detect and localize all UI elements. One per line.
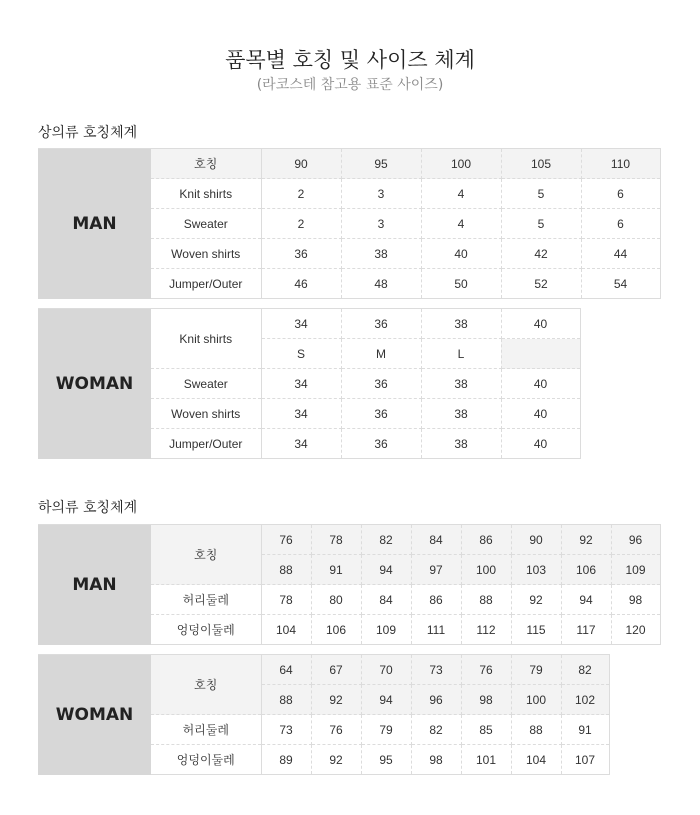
header-cell: 76	[461, 655, 511, 685]
table-cell: 88	[511, 715, 561, 745]
row-label: 엉덩이둘레	[151, 745, 261, 775]
group-label: MAN	[38, 525, 151, 645]
header-cell: 94	[361, 555, 411, 585]
header-cell: 105	[501, 149, 581, 179]
table-cell: 117	[561, 615, 611, 645]
table-cell: L	[421, 339, 501, 369]
table-row	[38, 309, 580, 339]
table-cell: 73	[261, 715, 311, 745]
table-cell: 6	[581, 179, 660, 209]
table-cell: M	[341, 339, 421, 369]
table-cell: 38	[421, 309, 501, 339]
table-cell: 38	[421, 399, 501, 429]
table-cell: 38	[421, 429, 501, 459]
table-cell: 86	[411, 585, 461, 615]
table-cell: 2	[261, 209, 341, 239]
table-cell: 54	[581, 269, 660, 299]
table-cell: 34	[261, 399, 341, 429]
header-cell: 102	[561, 685, 609, 715]
table-row	[38, 655, 609, 685]
table-cell: 79	[361, 715, 411, 745]
header-cell: 70	[361, 655, 411, 685]
top-woman-table	[38, 308, 581, 459]
table-cell: 104	[511, 745, 561, 775]
table-cell: 50	[421, 269, 501, 299]
table-cell: 94	[561, 585, 611, 615]
header-cell: 95	[341, 149, 421, 179]
table-cell: 3	[341, 179, 421, 209]
table-cell: 36	[341, 399, 421, 429]
header-cell: 76	[261, 525, 311, 555]
table-cell: 89	[261, 745, 311, 775]
table-cell: 76	[311, 715, 361, 745]
table-cell: 106	[311, 615, 361, 645]
section-title-bottom: 하의류 호칭체계	[38, 500, 138, 516]
table-cell: 40	[501, 309, 580, 339]
group-label: MAN	[38, 149, 151, 299]
header-cell: 94	[361, 685, 411, 715]
header-cell: 88	[261, 555, 311, 585]
header-cell: 73	[411, 655, 461, 685]
bottom-man-table	[38, 524, 661, 645]
header-cell: 82	[361, 525, 411, 555]
header-cell: 79	[511, 655, 561, 685]
table-cell: 52	[501, 269, 581, 299]
table-cell: 107	[561, 745, 609, 775]
table-row	[38, 149, 660, 179]
table-cell: 111	[411, 615, 461, 645]
header-cell: 82	[561, 655, 609, 685]
bottom-woman-table	[38, 654, 610, 775]
table-cell: 78	[261, 585, 311, 615]
table-cell: 95	[361, 745, 411, 775]
table-cell: 38	[421, 369, 501, 399]
table-cell: 44	[581, 239, 660, 269]
header-cell: 64	[261, 655, 311, 685]
row-label: Sweater	[151, 369, 261, 399]
table-cell: 101	[461, 745, 511, 775]
table-cell: 85	[461, 715, 511, 745]
header-cell: 98	[461, 685, 511, 715]
table-cell: 36	[261, 239, 341, 269]
table-cell: 98	[611, 585, 660, 615]
empty-cell	[501, 339, 580, 369]
header-cell: 92	[311, 685, 361, 715]
table-cell: 34	[261, 309, 341, 339]
table-cell: 46	[261, 269, 341, 299]
table-cell: 104	[261, 615, 311, 645]
table-cell: 115	[511, 615, 561, 645]
section-title-top: 상의류 호칭체계	[38, 125, 138, 141]
header-cell: 67	[311, 655, 361, 685]
page-title: 품목별 호칭 및 사이즈 체계	[225, 48, 475, 72]
header-cell: 90	[261, 149, 341, 179]
table-cell: 36	[341, 369, 421, 399]
table-cell: S	[261, 339, 341, 369]
table-cell: 2	[261, 179, 341, 209]
page-subtitle: (라코스테 참고용 표준 사이즈)	[256, 77, 444, 93]
table-cell: 88	[461, 585, 511, 615]
table-cell: 80	[311, 585, 361, 615]
table-cell: 4	[421, 179, 501, 209]
table-cell: 120	[611, 615, 660, 645]
table-cell: 48	[341, 269, 421, 299]
table-cell: 42	[501, 239, 581, 269]
header-cell: 91	[311, 555, 361, 585]
table-cell: 34	[261, 369, 341, 399]
table-cell: 112	[461, 615, 511, 645]
table-cell: 109	[361, 615, 411, 645]
table-cell: 3	[341, 209, 421, 239]
table-cell: 92	[311, 745, 361, 775]
row-label: 허리둘레	[151, 585, 261, 615]
header-cell: 100	[511, 685, 561, 715]
header-cell: 106	[561, 555, 611, 585]
row-label: Jumper/Outer	[151, 429, 261, 459]
table-cell: 40	[421, 239, 501, 269]
row-label: 허리둘레	[151, 715, 261, 745]
table-cell: 38	[341, 239, 421, 269]
table-cell: 34	[261, 429, 341, 459]
row-label: Jumper/Outer	[151, 269, 261, 299]
header-cell: 86	[461, 525, 511, 555]
header-cell: 78	[311, 525, 361, 555]
table-row	[38, 525, 660, 555]
header-cell: 100	[461, 555, 511, 585]
row-label: Sweater	[151, 209, 261, 239]
header-label: 호칭	[151, 525, 261, 585]
table-cell: 36	[341, 429, 421, 459]
header-cell: 88	[261, 685, 311, 715]
row-label: Woven shirts	[151, 239, 261, 269]
header-cell: 96	[611, 525, 660, 555]
header-cell: 103	[511, 555, 561, 585]
header-cell: 90	[511, 525, 561, 555]
header-cell: 84	[411, 525, 461, 555]
header-cell: 92	[561, 525, 611, 555]
table-cell: 98	[411, 745, 461, 775]
table-cell: 36	[341, 309, 421, 339]
table-cell: 40	[501, 369, 580, 399]
table-cell: 84	[361, 585, 411, 615]
header-cell: 100	[421, 149, 501, 179]
header-label: 호칭	[151, 655, 261, 715]
header-cell: 97	[411, 555, 461, 585]
table-cell: 92	[511, 585, 561, 615]
table-cell: 5	[501, 179, 581, 209]
row-label: Woven shirts	[151, 399, 261, 429]
group-label: WOMAN	[38, 655, 151, 775]
table-cell: 4	[421, 209, 501, 239]
table-cell: 40	[501, 399, 580, 429]
row-label: 엉덩이둘레	[151, 615, 261, 645]
top-man-table	[38, 148, 661, 299]
row-label: Knit shirts	[151, 309, 261, 369]
table-cell: 91	[561, 715, 609, 745]
table-cell: 40	[501, 429, 580, 459]
group-label: WOMAN	[38, 309, 151, 459]
table-cell: 82	[411, 715, 461, 745]
header-cell: 109	[611, 555, 660, 585]
table-cell: 5	[501, 209, 581, 239]
table-cell: 6	[581, 209, 660, 239]
header-cell: 96	[411, 685, 461, 715]
header-cell: 110	[581, 149, 660, 179]
row-label: Knit shirts	[151, 179, 261, 209]
header-label: 호칭	[151, 149, 261, 179]
